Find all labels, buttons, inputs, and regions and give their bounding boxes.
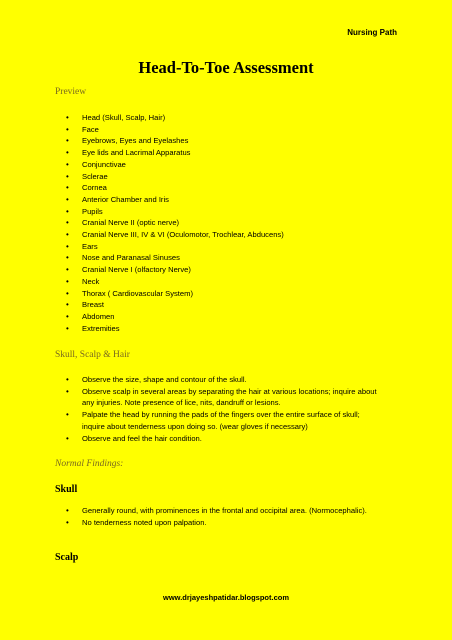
list-item: • Generally round, with prominences in the frontal and occipital area. (Normocephalic). <box>0 505 382 517</box>
list-item: • Neck <box>0 276 382 288</box>
list-item: • Head (Skull, Scalp, Hair) <box>0 112 382 124</box>
skull-findings-list <box>0 505 382 528</box>
list-item: • Cornea <box>0 182 382 194</box>
footer-url: www.drjayeshpatidar.blogspot.com <box>163 593 289 602</box>
list-item: • Conjunctivae <box>0 159 382 171</box>
list-item: • Ears <box>0 241 382 253</box>
header-brand: Nursing Path <box>347 28 397 37</box>
preview-heading: Preview <box>55 87 87 97</box>
list-item: • Sclerae <box>0 171 382 183</box>
list-item: • Cranial Nerve I (olfactory Nerve) <box>0 264 382 276</box>
list-item: • Thorax ( Cardiovascular System) <box>0 288 382 300</box>
skull-scalp-hair-heading: Skull, Scalp & Hair <box>55 350 130 360</box>
list-item: • Pupils <box>0 206 382 218</box>
preview-list <box>0 112 382 334</box>
list-item: • Palpate the head by running the pads of the fingers over the entire surface of skull; inquire about tenderness upon doing so. (wear gloves if necessary) <box>0 409 382 432</box>
list-item: • Observe and feel the hair condition. <box>0 433 382 445</box>
list-item: • Breast <box>0 299 382 311</box>
list-item: • Abdomen <box>0 311 382 323</box>
page-title: Head-To-Toe Assessment <box>138 58 314 77</box>
list-item: • Nose and Paranasal Sinuses <box>0 252 382 264</box>
list-item: • Anterior Chamber and Iris <box>0 194 382 206</box>
list-item: • Observe the size, shape and contour of the skull. <box>0 374 382 386</box>
list-item: • Extremities <box>0 323 382 335</box>
list-item: • Face <box>0 124 382 136</box>
list-item: • Eye lids and Lacrimal Apparatus <box>0 147 382 159</box>
list-item: • No tenderness noted upon palpation. <box>0 517 382 529</box>
list-item: • Cranial Nerve II (optic nerve) <box>0 217 382 229</box>
list-item: • Observe scalp in several areas by separating the hair at various locations; inquire about any injuries. Note presence of lice, nits, dandruff or lesions. <box>0 386 382 409</box>
normal-findings-heading: Normal Findings: <box>55 459 124 469</box>
skull-heading: Skull <box>55 484 78 495</box>
list-item: • Eyebrows, Eyes and Eyelashes <box>0 135 382 147</box>
skull-scalp-hair-list <box>0 374 382 444</box>
list-item: • Cranial Nerve III, IV & VI (Oculomotor, Trochlear, Abducens) <box>0 229 382 241</box>
scalp-heading: Scalp <box>55 552 79 563</box>
